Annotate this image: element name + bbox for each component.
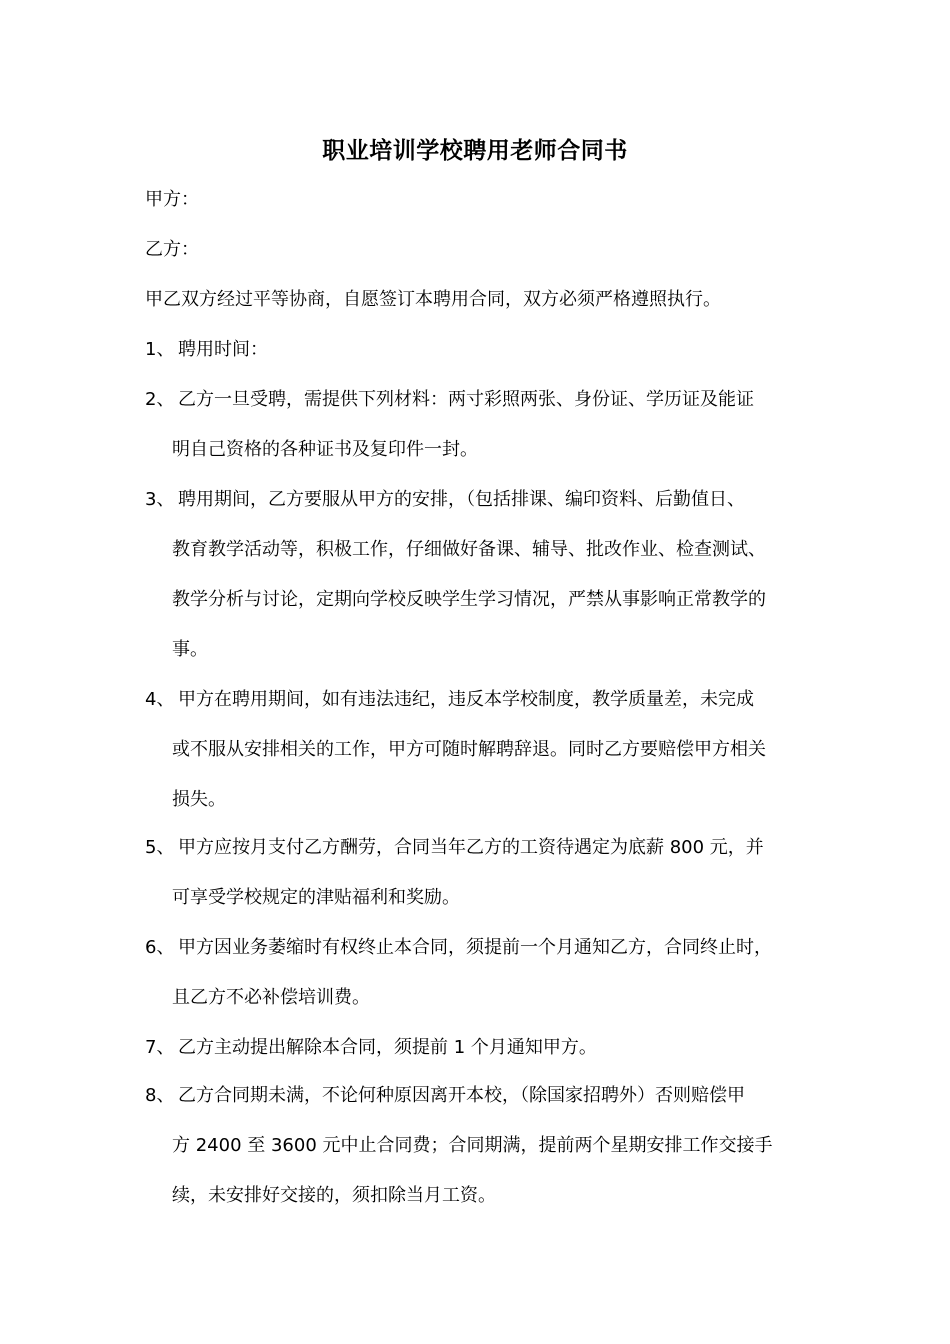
clause-5 [145,834,764,862]
clause-8 [145,1082,745,1110]
clause-number: 2、 [145,389,175,410]
clause-text: 乙方一旦受聘，需提供下列材料：两寸彩照两张、身份证、学历证及能证 [178,389,754,410]
clause-text: 聘用期间，乙方要服从甲方的安排，（包括排课、编印资料、后勤值日、 [178,489,745,510]
document-title: 职业培训学校聘用老师合同书 [322,138,628,164]
clause-text-continued: 教学分析与讨论，定期向学校反映学生学习情况，严禁从事影响正常教学的 [172,589,766,610]
clause-text: 甲方因业务萎缩时有权终止本合同，须提前一个月通知乙方，合同终止时， [178,937,772,958]
clause-number: 3、 [145,489,175,510]
clause-text-continued: 或不服从安排相关的工作，甲方可随时解聘辞退。同时乙方要赔偿甲方相关 [172,739,766,760]
clause-text: 甲方在聘用期间，如有违法违纪，违反本学校制度，教学质量差，未完成 [178,689,754,710]
clause-text: 乙方合同期未满，不论何种原因离开本校，（除国家招聘外）否则赔偿甲 [178,1085,745,1106]
clause-2 [145,386,754,414]
clause-number: 8、 [145,1085,175,1106]
clause-text-continued: 教育教学活动等，积极工作，仔细做好备课、辅导、批改作业、检查测试、 [172,539,766,560]
clause-4 [145,686,754,714]
clause-number: 4、 [145,689,175,710]
clause-3 [145,486,745,514]
party-a-label: 甲方： [145,189,199,210]
clause-text: 乙方主动提出解除本合同，须提前 1 个月通知甲方。 [178,1037,597,1058]
clause-number: 5、 [145,837,175,858]
clause-1 [145,336,268,364]
clause-number: 7、 [145,1037,175,1058]
clause-text-continued: 可享受学校规定的津贴福利和奖励。 [172,887,460,908]
clause-text-continued: 续，未安排好交接的，须扣除当月工资。 [172,1185,496,1206]
clause-text-continued: 损失。 [172,789,226,810]
clause-text-continued: 方 2400 至 3600 元中止合同费；合同期满，提前两个星期安排工作交接手 [172,1135,773,1156]
clause-7 [145,1034,597,1062]
clause-6 [145,934,772,962]
intro-paragraph: 甲乙双方经过平等协商，自愿签订本聘用合同，双方必须严格遵照执行。 [145,289,721,310]
clause-number: 1、 [145,339,175,360]
clause-text: 聘用时间： [178,339,268,360]
party-b-label: 乙方： [145,239,199,260]
clause-text: 甲方应按月支付乙方酬劳，合同当年乙方的工资待遇定为底薪 800 元，并 [178,837,764,858]
clause-text-continued: 且乙方不必补偿培训费。 [172,987,370,1008]
clause-number: 6、 [145,937,175,958]
clause-text-continued: 事。 [172,639,208,660]
clause-text-continued: 明自己资格的各种证书及复印件一封。 [172,439,478,460]
